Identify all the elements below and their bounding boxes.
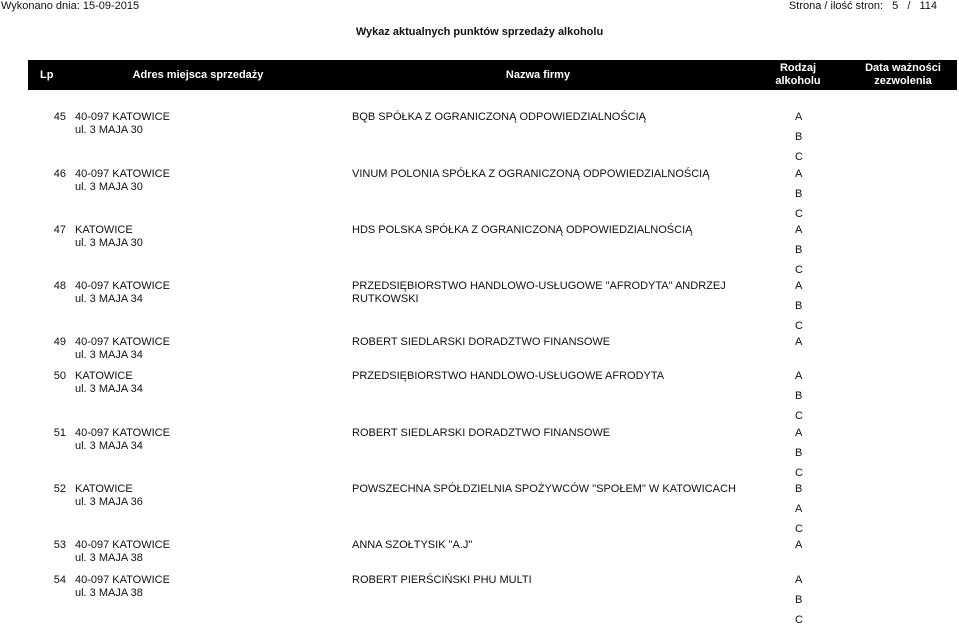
alcohol-kind: A <box>795 111 803 123</box>
row-alcohol-kinds <box>795 539 815 559</box>
address-street: ul. 3 MAJA 34 <box>75 440 143 452</box>
alcohol-kind: C <box>795 151 803 163</box>
row-alcohol-kinds <box>795 111 815 171</box>
row-company-name <box>352 483 752 496</box>
alcohol-kind: A <box>795 539 803 551</box>
alcohol-kind: C <box>795 467 803 479</box>
row-alcohol-kinds <box>795 224 815 284</box>
alcohol-kind: A <box>795 280 803 292</box>
row-lp: 52 <box>53 483 66 495</box>
address-street: ul. 3 MAJA 34 <box>75 293 143 305</box>
row-alcohol-kinds <box>795 370 815 430</box>
company-name-line: PRZEDSIĘBIORSTWO HANDLOWO-USŁUGOWE "AFRODYTA" ANDRZEJ <box>352 280 726 292</box>
address-city: 40-097 KATOWICE <box>75 168 170 180</box>
address-street: ul. 3 MAJA 38 <box>75 552 143 564</box>
address-city: 40-097 KATOWICE <box>75 539 170 551</box>
row-lp: 49 <box>53 336 66 348</box>
page-separator: / <box>907 0 911 12</box>
alcohol-kind: A <box>795 370 803 382</box>
company-name-line: BQB SPÓŁKA Z OGRANICZONĄ ODPOWIEDZIALNOŚCIĄ <box>352 111 646 123</box>
company-name-line: VINUM POLONIA SPÓŁKA Z OGRANICZONĄ ODPOWIEDZIALNOŚCIĄ <box>352 168 710 180</box>
row-company-name <box>352 280 752 306</box>
address-street: ul. 3 MAJA 30 <box>75 181 143 193</box>
alcohol-kind: C <box>795 614 803 626</box>
address-city: 40-097 KATOWICE <box>75 280 170 292</box>
row-address <box>75 370 195 396</box>
header-lp: Lp <box>40 68 54 81</box>
header-kind-line1: Rodzaj <box>779 62 817 74</box>
page-number: 5 <box>892 0 899 12</box>
row-address <box>75 280 195 306</box>
address-street: ul. 3 MAJA 38 <box>75 587 143 599</box>
company-name-line: ROBERT PIERŚCIŃSKI PHU MULTI <box>352 574 532 586</box>
company-name-line: ANNA SZOŁTYSIK "A.J" <box>352 539 473 551</box>
alcohol-kind: B <box>795 447 803 459</box>
address-street: ul. 3 MAJA 36 <box>75 496 143 508</box>
alcohol-kind: C <box>795 208 803 220</box>
alcohol-kind: A <box>795 224 803 236</box>
row-lp: 48 <box>53 280 66 292</box>
company-name-line: ROBERT SIEDLARSKI DORADZTWO FINANSOWE <box>352 336 611 348</box>
page-label: Strona / ilość stron: <box>788 0 884 12</box>
alcohol-kind: A <box>795 503 803 515</box>
alcohol-kind: A <box>795 574 803 586</box>
row-company-name <box>352 111 752 124</box>
alcohol-kind: A <box>795 427 803 439</box>
row-lp: 54 <box>53 574 66 586</box>
address-city: 40-097 KATOWICE <box>75 427 170 439</box>
row-lp: 51 <box>53 427 66 439</box>
row-alcohol-kinds <box>795 336 815 356</box>
row-address <box>75 427 195 453</box>
row-company-name <box>352 168 752 181</box>
alcohol-kind: B <box>795 244 803 256</box>
address-city: 40-097 KATOWICE <box>75 336 170 348</box>
generated-date: Wykonano dnia: 15-09-2015 <box>1 0 140 12</box>
address-city: KATOWICE <box>75 370 133 382</box>
header-date-line2: zezwolenia <box>874 75 932 87</box>
row-alcohol-kinds <box>795 427 815 487</box>
row-lp: 53 <box>53 539 66 551</box>
alcohol-kind: C <box>795 320 803 332</box>
alcohol-kind: B <box>795 483 803 495</box>
alcohol-kind: C <box>795 264 803 276</box>
row-address <box>75 483 195 509</box>
alcohol-kind: B <box>795 188 803 200</box>
header-date-line1: Data ważności <box>865 62 941 74</box>
row-lp: 45 <box>53 111 66 123</box>
alcohol-kind: B <box>795 594 803 606</box>
row-company-name <box>352 539 752 552</box>
row-alcohol-kinds <box>795 483 815 543</box>
address-city: KATOWICE <box>75 483 133 495</box>
address-street: ul. 3 MAJA 34 <box>75 349 143 361</box>
alcohol-kind: C <box>795 523 803 535</box>
alcohol-kind: B <box>795 300 803 312</box>
alcohol-kind: A <box>795 168 803 180</box>
document-title: Wykaz aktualnych punktów sprzedaży alkoholu <box>355 26 604 38</box>
company-name-line: PRZEDSIĘBIORSTWO HANDLOWO-USŁUGOWE AFRODYTA <box>352 370 665 382</box>
row-address <box>75 539 195 565</box>
row-address <box>75 111 195 137</box>
row-company-name <box>352 336 752 349</box>
row-address <box>75 224 195 250</box>
alcohol-kind: C <box>795 410 803 422</box>
address-street: ul. 3 MAJA 30 <box>75 237 143 249</box>
row-company-name <box>352 574 752 587</box>
address-city: 40-097 KATOWICE <box>75 574 170 586</box>
row-lp: 46 <box>53 168 66 180</box>
address-street: ul. 3 MAJA 30 <box>75 124 143 136</box>
company-name-line: HDS POLSKA SPÓŁKA Z OGRANICZONĄ ODPOWIEDZIALNOŚCIĄ <box>352 224 693 236</box>
company-name-line: ROBERT SIEDLARSKI DORADZTWO FINANSOWE <box>352 427 611 439</box>
row-company-name <box>352 427 752 440</box>
row-alcohol-kinds <box>795 280 815 340</box>
alcohol-kind: B <box>795 390 803 402</box>
row-company-name <box>352 370 752 383</box>
company-name-line: POWSZECHNA SPÓŁDZIELNIA SPOŻYWCÓW "SPOŁEM" W KATOWICACH <box>352 483 736 495</box>
header-kind-line2: alkoholu <box>775 75 821 87</box>
row-lp: 47 <box>53 224 66 236</box>
alcohol-kind: A <box>795 336 803 348</box>
row-address <box>75 574 195 600</box>
page-total: 114 <box>919 0 937 12</box>
row-alcohol-kinds <box>795 168 815 228</box>
row-company-name <box>352 224 752 237</box>
alcohol-kind: B <box>795 131 803 143</box>
row-address <box>75 336 195 362</box>
row-lp: 50 <box>53 370 66 382</box>
row-address <box>75 168 195 194</box>
row-alcohol-kinds <box>795 574 815 634</box>
company-name-line: RUTKOWSKI <box>352 293 419 305</box>
address-city: 40-097 KATOWICE <box>75 111 170 123</box>
address-city: KATOWICE <box>75 224 133 236</box>
header-name: Nazwa firmy <box>505 68 571 81</box>
address-street: ul. 3 MAJA 34 <box>75 383 143 395</box>
header-address: Adres miejsca sprzedaży <box>132 68 264 81</box>
